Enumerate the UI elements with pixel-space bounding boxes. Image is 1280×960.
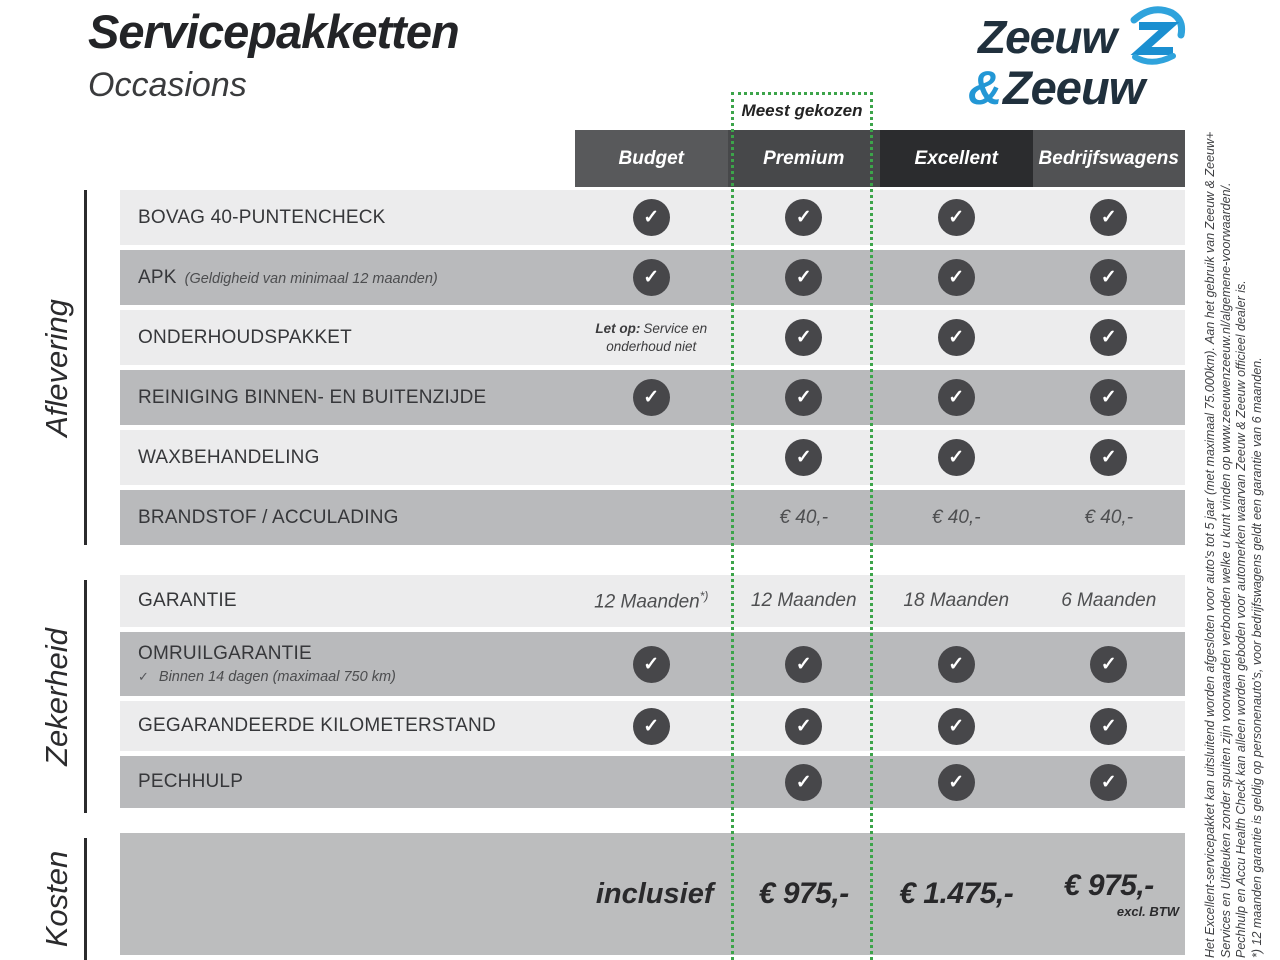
logo-word-1: Zeeuw	[978, 11, 1117, 63]
table-cell	[880, 259, 1033, 296]
cell-value	[932, 507, 981, 529]
cell-value-text: € 40,-	[779, 506, 829, 528]
table-cell	[728, 259, 881, 296]
check-circle-icon: ✓	[1090, 439, 1127, 476]
row-label	[120, 207, 575, 229]
check-circle-icon: ✓	[938, 199, 975, 236]
row-label-note: (Geldigheid van minimaal 12 maanden)	[184, 270, 438, 287]
column-header-premium	[728, 130, 881, 187]
cell-value	[594, 589, 708, 613]
row-label	[120, 715, 575, 737]
table-cell	[1033, 646, 1186, 683]
table-cell	[575, 320, 728, 355]
table-row-garantie	[120, 575, 1185, 627]
table-row-pechhulp	[120, 756, 1185, 808]
table-row-apk	[120, 250, 1185, 305]
section-label-kosten: Kosten	[39, 850, 74, 948]
table-row-reiniging-binnen-en-buitenzijde	[120, 370, 1185, 425]
check-circle-icon: ✓	[938, 646, 975, 683]
column-header-label: Bedrijfswagens	[1038, 147, 1179, 169]
section-divider-line	[84, 190, 87, 545]
table-cell	[575, 646, 728, 683]
cell-value-text: 12 Maanden	[594, 591, 700, 613]
check-circle-icon: ✓	[938, 379, 975, 416]
check-circle-icon: ✓	[1090, 708, 1127, 745]
table-cell	[880, 764, 1033, 801]
table-cell	[1033, 590, 1186, 612]
row-label-line	[138, 447, 575, 469]
check-circle-icon: ✓	[633, 259, 670, 296]
table-cell	[1033, 319, 1186, 356]
row-label-text: BOVAG 40-PUNTENCHECK	[138, 206, 386, 228]
row-label-text: ONDERHOUDSPAKKET	[138, 326, 352, 348]
check-circle-icon: ✓	[938, 708, 975, 745]
table-cell	[728, 590, 881, 612]
row-sub-label	[138, 669, 575, 685]
price-cell	[728, 877, 881, 911]
table-cell	[1033, 259, 1186, 296]
cell-value	[779, 507, 828, 529]
logo-ampersand: &	[968, 61, 1001, 114]
logo-word-2-text: Zeeuw	[1002, 61, 1145, 114]
table-cell	[880, 646, 1033, 683]
check-circle-icon: ✓	[785, 708, 822, 745]
price-cell	[880, 877, 1033, 911]
price-value: € 1.475,-	[899, 877, 1014, 910]
table-cell	[728, 379, 881, 416]
cell-value-text: € 40,-	[1084, 506, 1134, 528]
table-cell	[880, 319, 1033, 356]
row-label-line	[138, 771, 575, 793]
column-header-label: Excellent	[914, 147, 998, 169]
row-label-line	[138, 590, 575, 612]
row-label-line	[138, 715, 575, 737]
zeeuw-en-zeeuw-logo	[950, 2, 1200, 122]
table-cell	[728, 439, 881, 476]
table-cell	[880, 439, 1033, 476]
cell-value-text: € 40,-	[931, 506, 981, 528]
check-circle-icon: ✓	[1090, 764, 1127, 801]
row-label	[120, 507, 575, 529]
fine-print	[1203, 124, 1265, 958]
comparison-table	[120, 190, 1185, 955]
table-cell	[880, 379, 1033, 416]
check-circle-icon: ✓	[938, 764, 975, 801]
page-subtitle: Occasions	[88, 66, 247, 104]
cell-value-text: 6 Maanden	[1061, 590, 1157, 611]
footnote-line: *) 12 maanden garantie is geldig op personenauto's, voor bedrijfswagens geldt een garantie van 6 maanden.	[1249, 357, 1264, 958]
footnote-line: Pechhulp en Accu Health Check kan alleen worden geboden voor automerken waarvan Zeeuw & Zeeuw officieel dealer is.	[1234, 280, 1248, 958]
check-circle-icon: ✓	[938, 319, 975, 356]
page-title: Servicepakketten	[88, 5, 459, 58]
cell-value-text: 12 Maanden	[750, 590, 857, 611]
table-cell	[880, 507, 1033, 529]
check-circle-icon: ✓	[1090, 319, 1127, 356]
check-circle-icon: ✓	[1090, 646, 1127, 683]
check-circle-icon: ✓	[785, 379, 822, 416]
check-circle-icon: ✓	[785, 319, 822, 356]
row-label-text: APK	[138, 266, 177, 288]
check-circle-icon: ✓	[785, 199, 822, 236]
table-row-bovag-40-puntencheck	[120, 190, 1185, 245]
table-row-waxbehandeling	[120, 430, 1185, 485]
table-row-omruilgarantie	[120, 632, 1185, 696]
table-cell	[728, 708, 881, 745]
row-label	[120, 327, 575, 349]
table-cell	[880, 199, 1033, 236]
row-label	[120, 387, 575, 409]
most-chosen-label: Meest gekozen	[741, 101, 863, 120]
check-circle-icon: ✓	[633, 646, 670, 683]
row-sub-label-text: Binnen 14 dagen (maximaal 750 km)	[158, 669, 396, 685]
row-label-text: OMRUILGARANTIE	[138, 643, 312, 664]
check-circle-icon: ✓	[785, 439, 822, 476]
column-header-budget	[575, 130, 728, 187]
table-cell	[880, 590, 1033, 612]
row-label-text: PECHHULP	[138, 771, 244, 792]
table-cell	[1033, 708, 1186, 745]
price-cell	[1033, 869, 1186, 919]
row-label	[120, 590, 575, 612]
table-cell	[575, 589, 728, 613]
cost-row	[120, 833, 1185, 955]
row-label-text: WAXBEHANDELING	[138, 446, 320, 468]
logo-word-2	[968, 60, 1144, 115]
row-label-line	[138, 207, 575, 229]
section-label-aflevering: Aflevering	[39, 298, 74, 437]
table-cell	[575, 199, 728, 236]
row-label-line	[138, 507, 575, 529]
row-label	[120, 771, 575, 793]
cell-value-text: 18 Maanden	[903, 590, 1010, 611]
table-cell	[575, 379, 728, 416]
check-circle-icon: ✓	[785, 259, 822, 296]
cell-note-text: Service en onderhoud niet	[606, 320, 708, 354]
table-cell	[575, 708, 728, 745]
row-label-text: REINIGING BINNEN- EN BUITENZIJDE	[138, 386, 487, 408]
section-divider-line	[84, 580, 87, 813]
section-divider-line	[84, 838, 87, 960]
footnote-line: Het Excellent-servicepakket kan uitsluitend worden afgesloten voor auto's tot 5 jaar (met maximaal 75.000km). Aan het gebruik van Zeeuw & Zeeuw+	[1203, 131, 1217, 958]
table-cell	[880, 708, 1033, 745]
cell-value	[1084, 507, 1133, 529]
column-header-excellent	[880, 130, 1033, 187]
row-label-text: GARANTIE	[138, 590, 237, 611]
column-header-label: Premium	[763, 147, 845, 169]
cost-included-label: inclusief	[595, 877, 714, 910]
check-circle-icon: ✓	[633, 379, 670, 416]
check-circle-icon: ✓	[1090, 259, 1127, 296]
row-label	[120, 267, 575, 289]
table-cell	[728, 319, 881, 356]
check-circle-icon: ✓	[1090, 199, 1127, 236]
price-subtext: excl. BTW	[1116, 904, 1179, 919]
section-label-zekerheid: Zekerheid	[39, 627, 74, 766]
table-row-brandstof-acculading	[120, 490, 1185, 545]
cell-note	[575, 320, 728, 355]
row-label-text: GEGARANDEERDE KILOMETERSTAND	[138, 715, 496, 736]
row-label-line	[138, 327, 575, 349]
table-cell	[575, 259, 728, 296]
table-row-onderhoudspakket	[120, 310, 1185, 365]
table-cell	[728, 199, 881, 236]
cell-value	[751, 590, 857, 612]
check-circle-icon: ✓	[633, 199, 670, 236]
row-label-line	[138, 643, 575, 665]
check-circle-icon: ✓	[938, 259, 975, 296]
column-headers	[575, 130, 1185, 187]
cell-value	[1061, 590, 1156, 612]
column-header-bedrijfswagens	[1033, 130, 1186, 187]
row-label	[120, 447, 575, 469]
footnote-line: Services en Uitdeuken zonder spuiten zijn voorwaarden verbonden welke u kunt vinden op www.zeeuwenzeeuw.nl/algemene-voorwaarden/.	[1218, 182, 1233, 958]
z-swoosh-icon	[1122, 4, 1186, 68]
table-cell	[1033, 507, 1186, 529]
cell-value	[903, 590, 1009, 612]
check-circle-icon: ✓	[938, 439, 975, 476]
table-cell	[1033, 439, 1186, 476]
check-circle-icon: ✓	[1090, 379, 1127, 416]
row-label	[120, 643, 575, 685]
row-label-line	[138, 267, 575, 289]
table-cell	[1033, 199, 1186, 236]
price-value: € 975,-	[1063, 869, 1154, 902]
price-value: € 975,-	[758, 877, 849, 910]
table-cell	[1033, 379, 1186, 416]
table-cell	[1033, 764, 1186, 801]
table-cell	[728, 764, 881, 801]
table-row-gegarandeerde-kilometerstand	[120, 701, 1185, 751]
cell-note-bold: Let op:	[595, 320, 641, 336]
column-header-label: Budget	[618, 147, 684, 169]
row-label-line	[138, 387, 575, 409]
check-circle-icon: ✓	[633, 708, 670, 745]
check-circle-icon: ✓	[785, 764, 822, 801]
row-label-text: BRANDSTOF / ACCULADING	[138, 506, 399, 528]
small-check-icon: ✓	[138, 669, 149, 684]
table-cell	[728, 646, 881, 683]
footnote-marker: *)	[699, 588, 709, 603]
check-circle-icon: ✓	[785, 646, 822, 683]
table-cell	[728, 507, 881, 529]
